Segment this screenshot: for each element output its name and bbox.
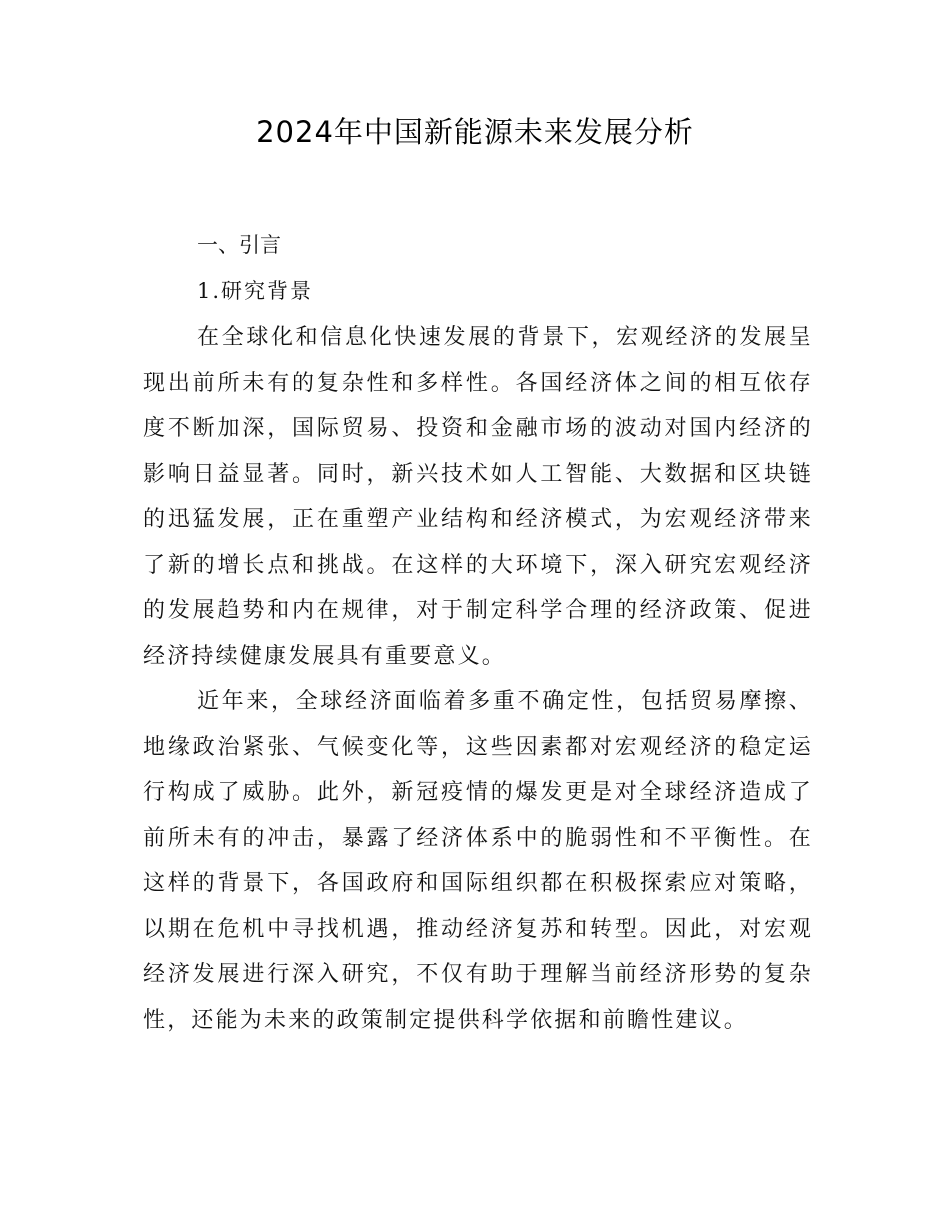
subsection-heading: 1.研究背景 bbox=[197, 279, 314, 303]
paragraph-1: 在全球化和信息化快速发展的背景下，宏观经济的发展呈现出前所未有的复杂性和多样性。各国经济体之间的相互依存度不断加深，国际贸易、投资和金融市场的波动对国内经济的影响日益显著。同时，新兴技术如人工智能、大数据和区块链的迅猛发展，正在重塑产业结构和经济模式，为宏观经济带来了新的增长点和挑战。在这样的大环境下，深入研究宏观经济的发展趋势和内在规律，对于制定科学合理的经济政策、促进经济持续健康发展具有重要意义。 bbox=[143, 325, 813, 669]
paragraph-2: 近年来，全球经济面临着多重不确定性，包括贸易摩擦、地缘政治紧张、气候变化等，这些因素都对宏观经济的稳定运行构成了威胁。此外，新冠疫情的爆发更是对全球经济造成了前所未有的冲击，暴露了经济体系中的脆弱性和不平衡性。在这样的背景下，各国政府和国际组织都在积极探索应对策略，以期在危机中寻找机遇，推动经济复苏和转型。因此，对宏观经济发展进行深入研究，不仅有助于理解当前经济形势的复杂性，还能为未来的政策制定提供科学依据和前瞻性建议。 bbox=[143, 689, 813, 1033]
document-title: 2024年中国新能源未来发展分析 bbox=[256, 115, 694, 149]
section-heading: 一、引言 bbox=[197, 233, 281, 257]
